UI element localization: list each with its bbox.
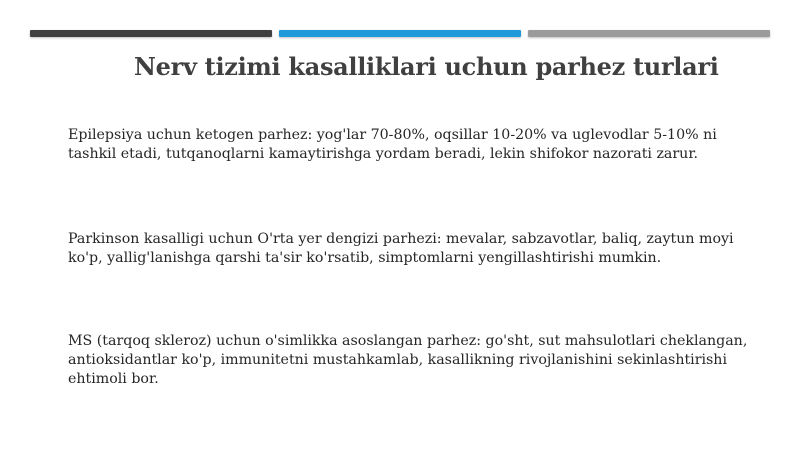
accent-bar-blue [279, 30, 521, 37]
paragraph-ms: MS (tarqoq skleroz) uchun o'simlikka asoslangan parhez: go'sht, sut mahsulotlari cheklangan, antioksidantlar ko'p, immunitetni mustahkamlab, kasallikning rivojlanishini sekinlashtirishi ehtimoli bor. [68, 333, 748, 387]
slide-title: Nerv tizimi kasalliklari uchun parhez turlari [134, 52, 719, 81]
paragraph-epilepsy: Epilepsiya uchun ketogen parhez: yog'lar 70-80%, oqsillar 10-20% va uglevodlar 5-10% ni tashkil etadi, tutqanoqlarni kamaytirishga yordam beradi, lekin shifokor nazorati zarur. [68, 127, 717, 162]
accent-bar-dark [30, 30, 272, 37]
accent-bar-gray [528, 30, 770, 37]
paragraph-parkinson: Parkinson kasalligi uchun O'rta yer dengizi parhezi: mevalar, sabzavotlar, baliq, zaytun moyi ko'p, yallig'lanishga qarshi ta'sir ko'rsatib, simptomlarni yengillashtirishi mumkin. [68, 231, 734, 266]
